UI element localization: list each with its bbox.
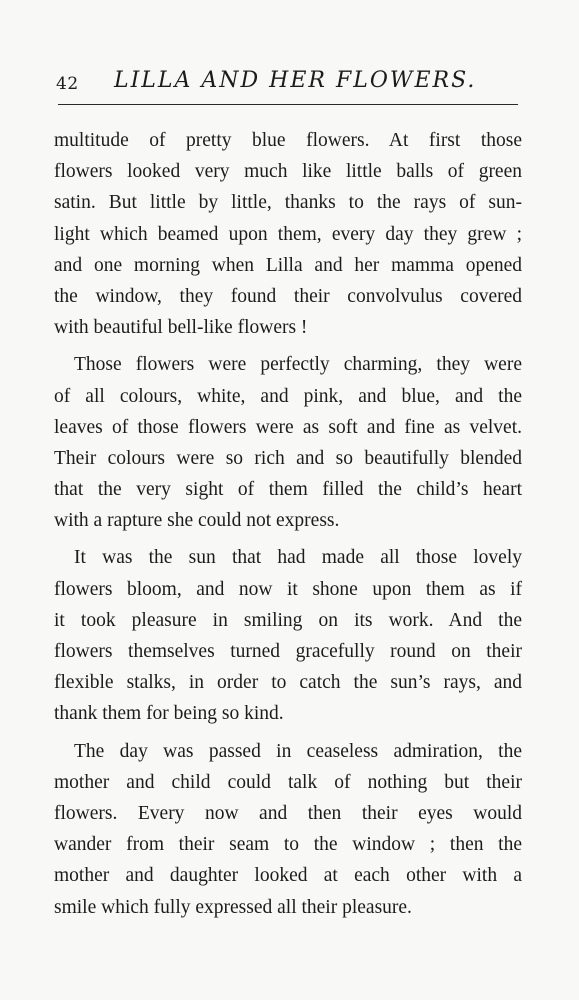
running-title: LILLA AND HER FLOWERS. [114, 68, 477, 93]
text-line: of all colours, white, and pink, and blue, and the [54, 385, 522, 407]
text-line: thank them for being so kind. [54, 703, 284, 725]
text-line: flowers looked very much like little balls of green [54, 161, 522, 183]
text-line: satin. But little by little, thanks to the rays of sun- [54, 192, 522, 214]
text-line: it took pleasure in smiling on its work. And the [54, 609, 522, 631]
page-header [56, 68, 518, 100]
paragraph-3 [54, 542, 522, 729]
text-line: the window, they found their convolvulus covered [54, 285, 522, 307]
text-line: mother and child could talk of nothing but their [54, 771, 522, 793]
text-line: smile which fully expressed all their pleasure. [54, 896, 412, 918]
text-line: wander from their seam to the window ; then the [54, 834, 522, 856]
text-line: with a rapture she could not express. [54, 510, 340, 532]
text-line: flowers bloom, and now it shone upon them as if [54, 578, 522, 600]
paragraph-1 [54, 125, 522, 343]
text-line: that the very sight of them filled the child’s heart [54, 479, 522, 501]
text-line: flexible stalks, in order to catch the sun’s rays, and [54, 672, 522, 694]
text-line: It was the sun that had made all those lovely [74, 547, 522, 569]
text-line: multitude of pretty blue flowers. At first those [54, 130, 522, 151]
body-text [54, 125, 522, 923]
paragraph-4 [54, 736, 522, 923]
text-line: leaves of those flowers were as soft and fine as velvet. [54, 416, 522, 438]
text-line: with beautiful bell-like flowers ! [54, 317, 308, 339]
text-line: flowers. Every now and then their eyes would [54, 802, 522, 824]
text-line: mother and daughter looked at each other with a [54, 865, 522, 887]
text-line: Those flowers were perfectly charming, they were [74, 354, 522, 376]
text-line: light which beamed upon them, every day they grew ; [54, 223, 522, 245]
page-number: 42 [56, 74, 79, 94]
text-line: The day was passed in ceaseless admiration, the [74, 740, 522, 762]
text-line: and one morning when Lilla and her mamma opened [54, 254, 522, 276]
header-rule [58, 104, 518, 105]
text-line: flowers themselves turned gracefully round on their [54, 641, 522, 662]
paragraph-2 [54, 349, 522, 536]
text-line: Their colours were so rich and so beautifully blended [54, 447, 522, 469]
